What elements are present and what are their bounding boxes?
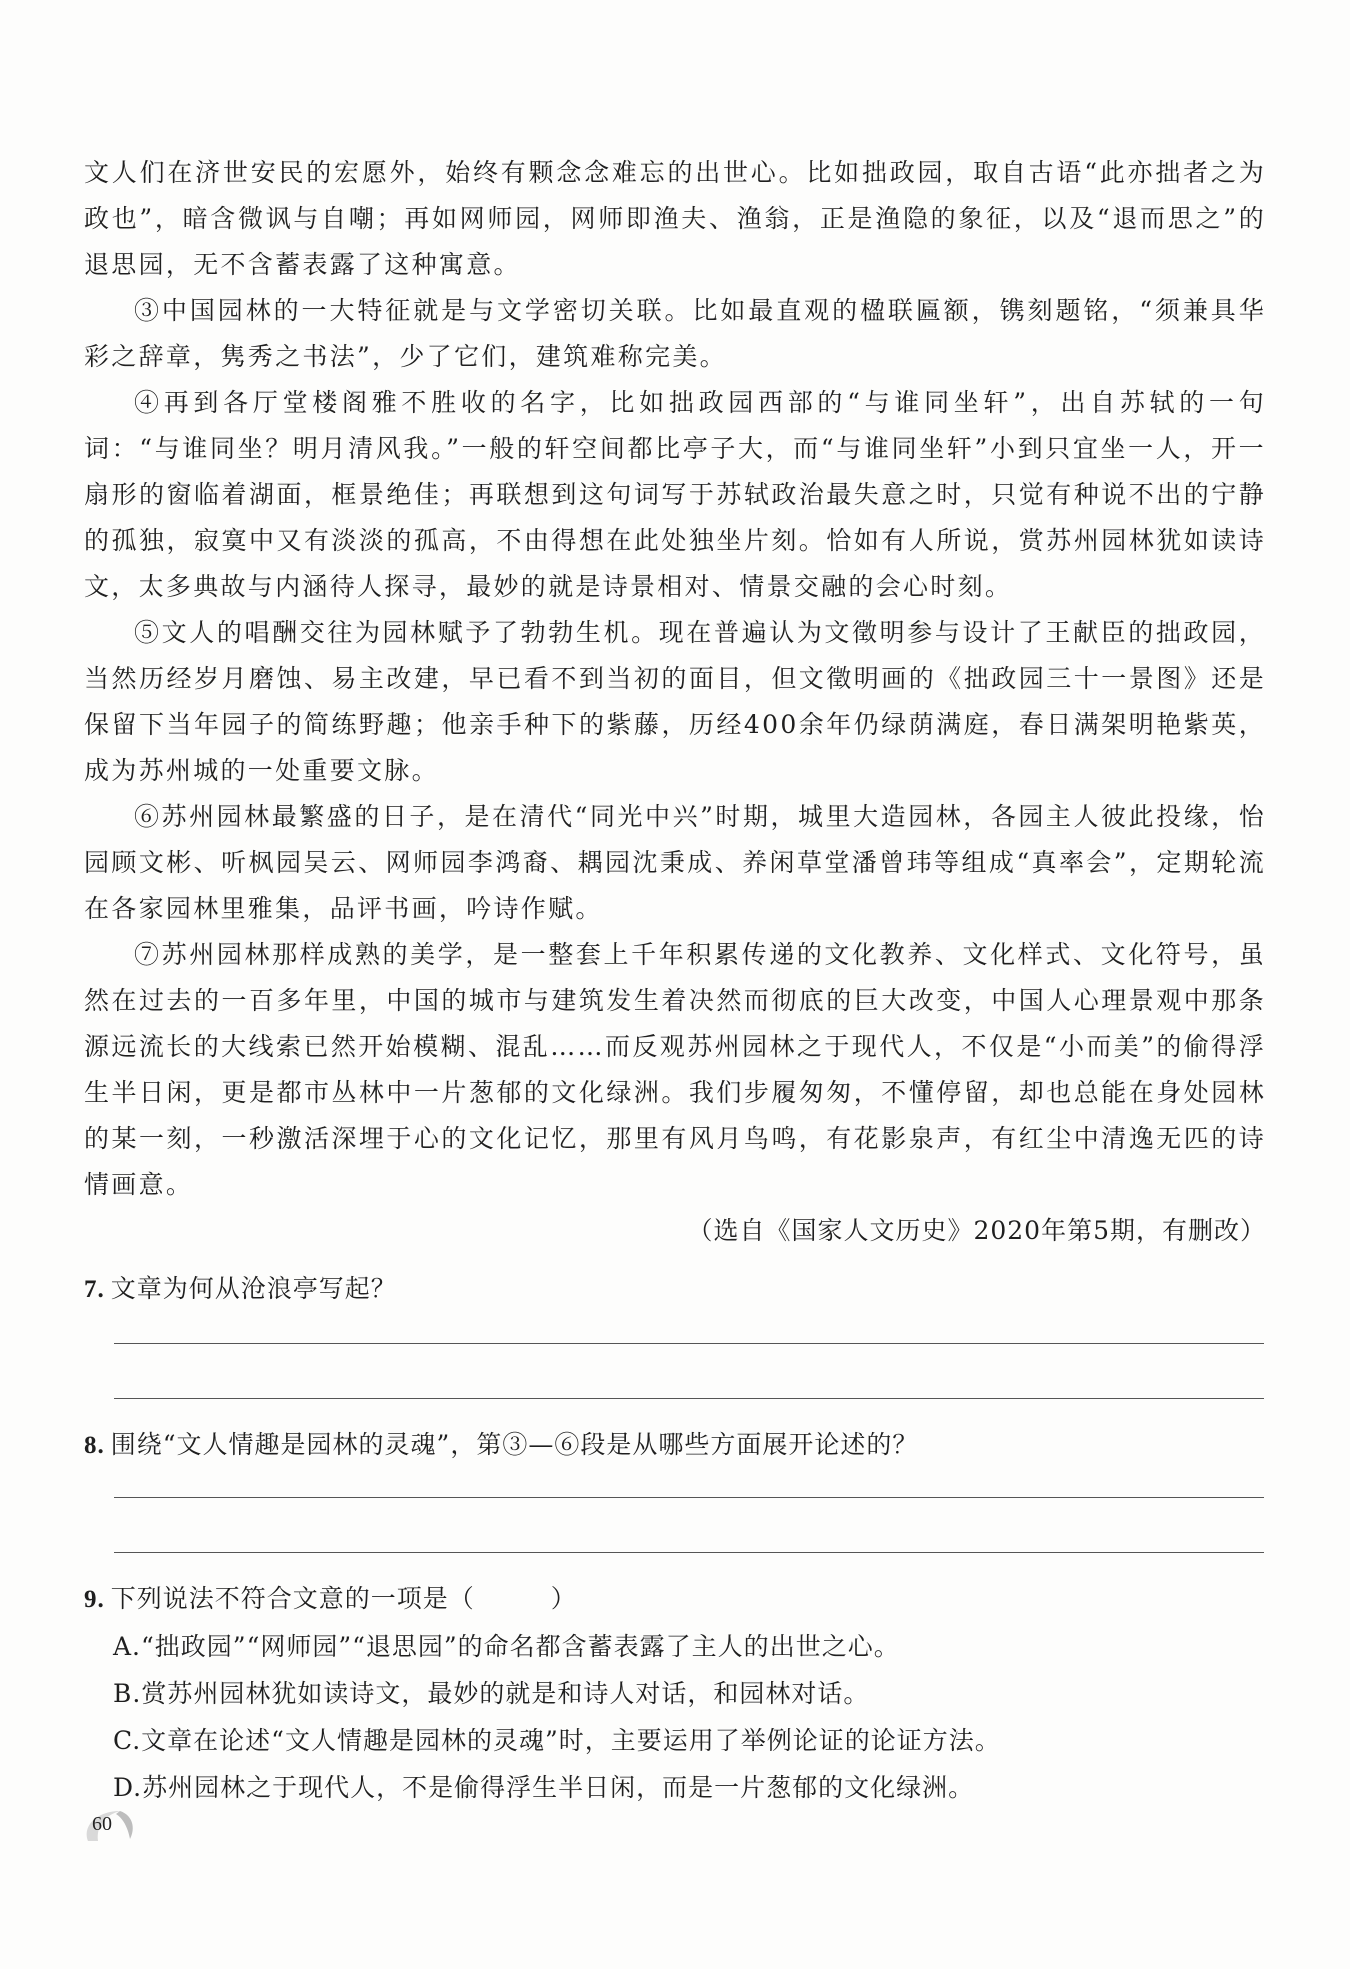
paragraph-5: ⑤文人的唱酬交往为园林赋予了勃勃生机。现在普遍认为文徵明参与设计了王献臣的拙政园，当然历经岁月磨蚀、易主改建，早已看不到当初的面目，但文徵明画的《拙政园三十一景图》还是保留下当年园子的简练野趣；他亲手种下的紫藤，历经400余年仍绿荫满庭，春日满架明艳紫英，成为苏州城的一处重要文脉。	[84, 618, 1266, 785]
question-7	[84, 1266, 397, 1313]
question-text-end: ）	[550, 1584, 577, 1613]
question-number: 7.	[84, 1276, 105, 1303]
paragraph-4: ④再到各厅堂楼阁雅不胜收的名字，比如拙政园西部的“与谁同坐轩”，出自苏轼的一句词：“与谁同坐？明月清风我。”一般的轩空间都比亭子大，而“与谁同坐轩”小到只宜坐一人，开一扇形的窗临着湖面，框景绝佳；再联想到这句词写于苏轼政治最失意之时，只觉有种说不出的宁静的孤独，寂寞中又有淡淡的孤高，不由得想在此处独坐片刻。恰如有人所说，赏苏州园林犹如读诗文，太多典故与内涵待人探寻，最妙的就是诗景相对、情景交融的会心时刻。	[84, 388, 1266, 601]
paragraph-6: ⑥苏州园林最繁盛的日子，是在清代“同光中兴”时期，城里大造园林，各园主人彼此投缘，怡园顾文彬、听枫园吴云、网师园李鸿裔、耦园沈秉成、养闲草堂潘曾玮等组成“真率会”，定期轮流在各家园林里雅集，品评书画，吟诗作赋。	[84, 802, 1266, 923]
option-d[interactable]: D.苏州园林之于现代人，不是偷得浮生半日闲，而是一片葱郁的文化绿洲。	[113, 1773, 975, 1802]
option-b[interactable]: B.赏苏州园林犹如读诗文，最妙的就是和诗人对话，和园林对话。	[113, 1679, 870, 1708]
source-citation: （选自《国家人文历史》2020年第5期，有删改）	[687, 1216, 1266, 1245]
paragraph-7: ⑦苏州园林那样成熟的美学，是一整套上千年积累传递的文化教养、文化样式、文化符号，虽然在过去的一百多年里，中国的城市与建筑发生着决然而彻底的巨大改变，中国人心理景观中那条源远流长的大线索已然开始模糊、混乱……而反观苏州园林之于现代人，不仅是“小而美”的偷得浮生半日闲，更是都市丛林中一片葱郁的文化绿洲。我们步履匆匆，不懂停留，却也总能在身处园林的某一刻，一秒激活深埋于心的文化记忆，那里有风月鸟鸣，有花影泉声，有红尘中清逸无匹的诗情画意。	[84, 940, 1266, 1199]
paragraph-2-continued: 文人们在济世安民的宏愿外，始终有颗念念难忘的出世心。比如拙政园，取自古语“此亦拙者之为政也”，暗含微讽与自嘲；再如网师园，网师即渔夫、渔翁，正是渔隐的象征，以及“退而思之”的退思园，无不含蓄表露了这种寓意。	[84, 158, 1266, 279]
question-text: 文章为何从沧浪亭写起？	[110, 1274, 397, 1303]
question-number: 8.	[84, 1432, 105, 1459]
answer-line[interactable]	[114, 1552, 1264, 1553]
answer-line[interactable]	[114, 1497, 1264, 1498]
page-number: 60	[92, 1813, 112, 1835]
answer-line[interactable]	[114, 1343, 1264, 1344]
question-text: 下列说法不符合文意的一项是（	[110, 1584, 475, 1613]
answer-line[interactable]	[114, 1398, 1264, 1399]
page-number-badge	[80, 1805, 140, 1849]
option-a[interactable]: A.“拙政园”“网师园”“退思园”的命名都含蓄表露了主人的出世之心。	[113, 1632, 900, 1661]
paragraph-3: ③中国园林的一大特征就是与文学密切关联。比如最直观的楹联匾额，镌刻题铭，“须兼具华彩之辞章，隽秀之书法”，少了它们，建筑难称完美。	[84, 296, 1266, 371]
question-text: 围绕“文人情趣是园林的灵魂”，第③—⑥段是从哪些方面展开论述的？	[110, 1430, 919, 1459]
option-c[interactable]: C.文章在论述“文人情趣是园林的灵魂”时，主要运用了举例论证的论证方法。	[113, 1726, 1001, 1755]
questions-section	[84, 0, 1266, 1969]
question-number: 9.	[84, 1586, 105, 1613]
question-9	[84, 1576, 577, 1623]
question-8	[84, 1422, 918, 1469]
